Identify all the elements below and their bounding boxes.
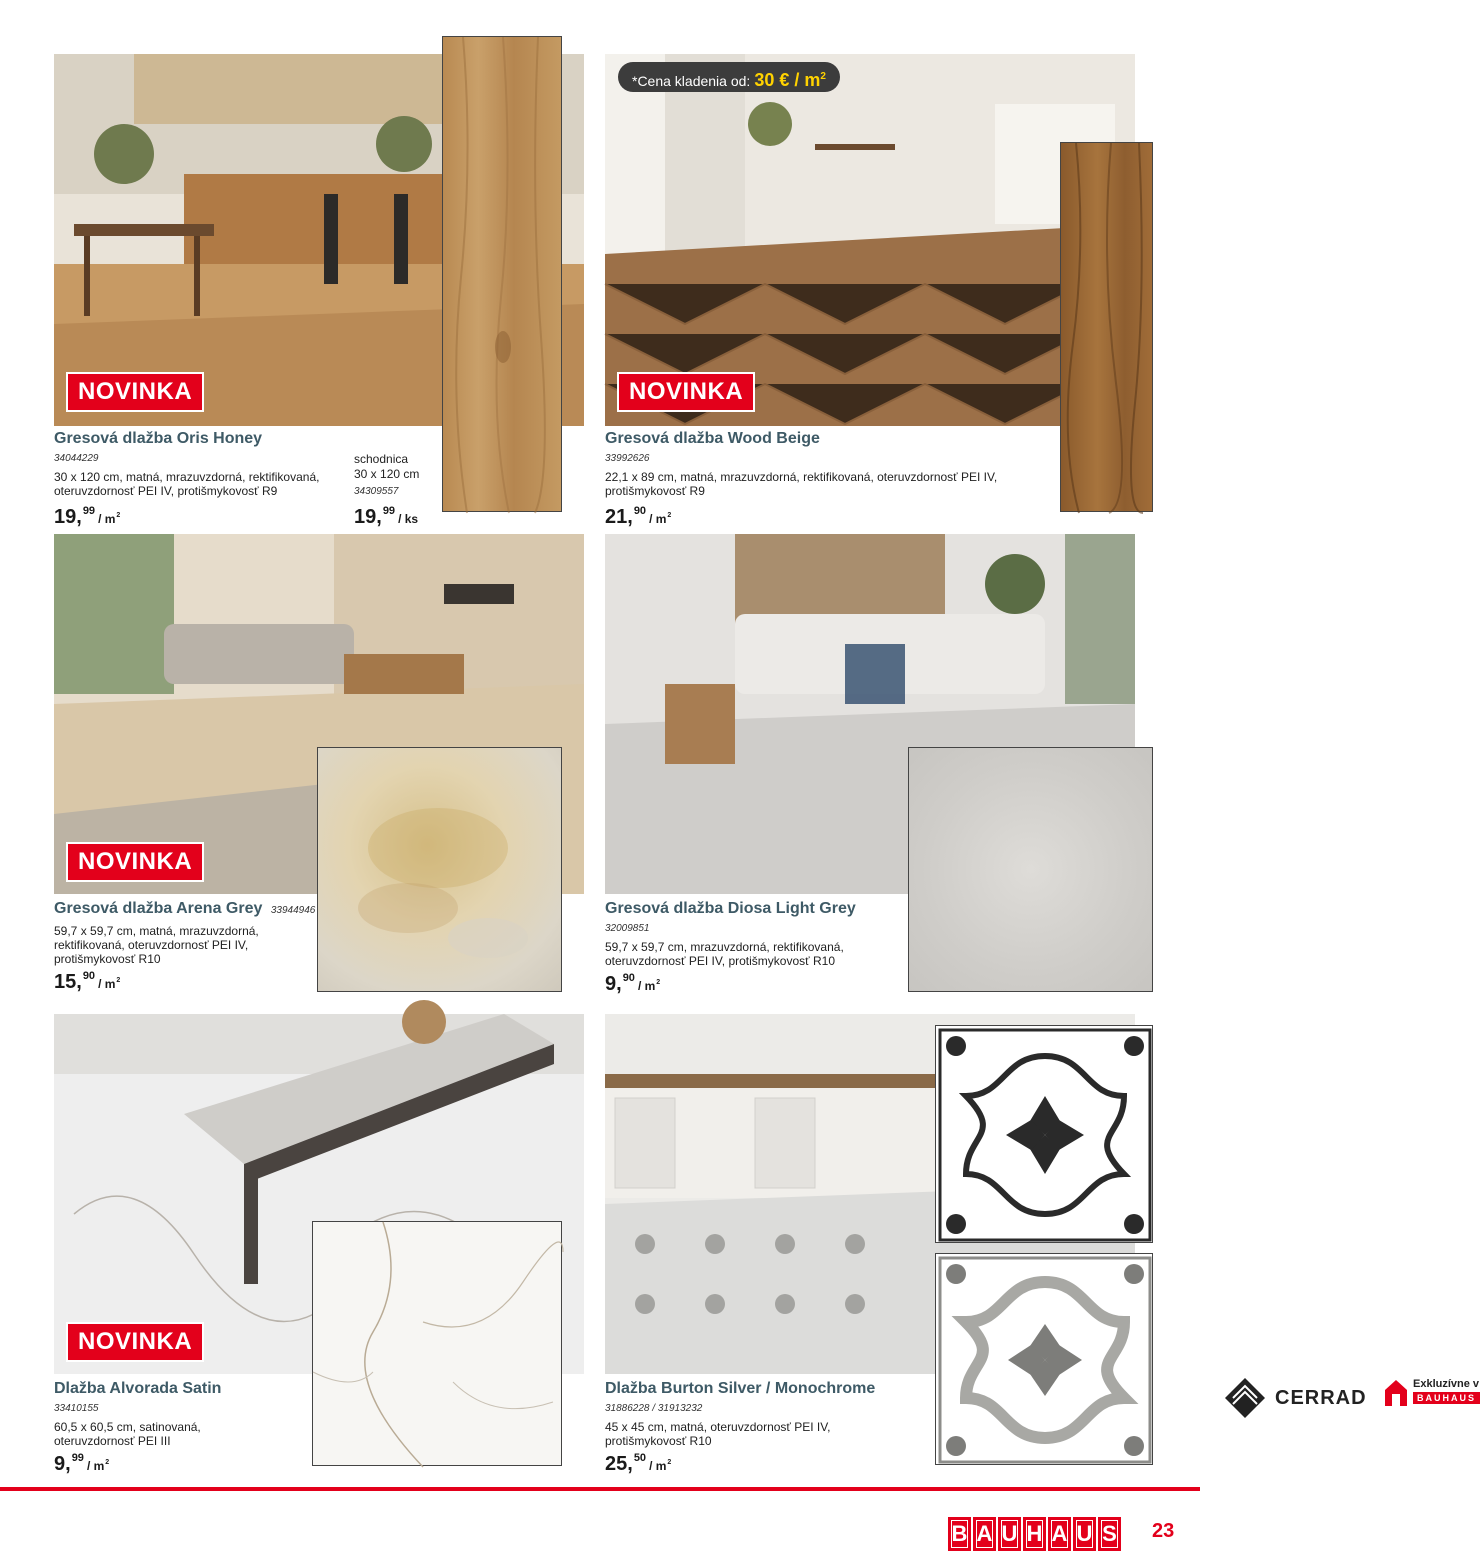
house-icon — [1383, 1378, 1409, 1408]
product-title: Dlažba Burton Silver / Monochrome — [605, 1380, 876, 1397]
monochrome-pattern — [936, 1026, 1154, 1244]
stair-code: 34309557 — [354, 486, 399, 497]
novinka-badge: NOVINKA — [66, 372, 204, 412]
product-price: 25,50/ $m^2$ — [605, 1452, 672, 1475]
product-price: 9,99/ $m^2$ — [54, 1452, 110, 1475]
bauhaus-logo: B A U H A U S — [948, 1517, 1121, 1551]
product-title: Dlažba Alvorada Satin — [54, 1380, 222, 1397]
cerrad-diamond-icon — [1223, 1376, 1267, 1420]
diosa-light-grey-tile-sample — [908, 747, 1153, 992]
silver-tile-sample — [935, 1253, 1153, 1465]
product-price: 21,90/ $m^2$ — [605, 505, 672, 528]
product-image-wood-beige — [605, 54, 1135, 426]
product-description: 59,7 x 59,7 cm, matná, mrazuvzdorná, rektifikovaná, oteruvzdornosť PEI IV, protišmykovosť R10 — [54, 924, 259, 966]
stair-label: schodnica — [354, 452, 409, 466]
marble-veins-texture — [313, 1222, 563, 1467]
product-title: Gresová dlažba Wood Beige — [605, 430, 820, 447]
oris-honey-tile-sample — [442, 36, 562, 512]
product-price: 15,90/ $m^2$ — [54, 970, 121, 993]
footer-divider — [0, 1487, 1200, 1491]
alvorada-satin-tile-sample — [312, 1221, 562, 1466]
herringbone-room-image — [605, 54, 1135, 426]
product-code: 34044229 — [54, 453, 99, 464]
stone-texture — [318, 748, 563, 993]
product-price: 9,90/ $m^2$ — [605, 972, 661, 995]
wood-beige-tile-sample — [1060, 142, 1153, 512]
product-description: 45 x 45 cm, matná, oteruvzdornosť PEI IV, protišmykovosť R10 — [605, 1420, 831, 1448]
cerrad-logo: CERRAD — [1223, 1376, 1367, 1420]
stair-size: 30 x 120 cm — [354, 467, 420, 481]
product-title: Gresová dlažba Oris Honey — [54, 430, 263, 447]
novinka-badge: NOVINKA — [66, 1322, 204, 1362]
wood-grain-texture — [443, 37, 563, 513]
stair-price: 19,99/ ks — [354, 505, 419, 528]
product-price: 19,99/ $m^2$ — [54, 505, 121, 528]
page-number: 23 — [1152, 1520, 1175, 1542]
product-description: 22,1 x 89 cm, matná, mrazuvzdorná, rektifikovaná, oteruvzdornosť PEI IV, protišmykovosť R9 — [605, 470, 998, 498]
novinka-badge: NOVINKA — [617, 372, 755, 412]
product-description: 60,5 x 60,5 cm, satinovaná, oteruvzdornosť PEI III — [54, 1420, 201, 1448]
wood-grain-texture — [1061, 143, 1154, 513]
product-code: 33410155 — [54, 1403, 99, 1414]
product-code: 33992626 — [605, 453, 650, 464]
product-code: 33944946 — [270, 905, 316, 916]
monochrome-tile-sample — [935, 1025, 1153, 1243]
product-description: 59,7 x 59,7 cm, mrazuvzdorná, rektifikovaná, oteruvzdornosť PEI IV, protišmykovosť R10 — [605, 940, 844, 968]
product-description: 30 x 120 cm, matná, mrazuvzdorná, rektifikovaná, oteruvzdornosť PEI IV, protišmykovosť R9 — [54, 470, 320, 498]
silver-pattern — [936, 1254, 1154, 1466]
product-title: Gresová dlažba Arena Grey 33944946 — [54, 900, 316, 917]
product-title: Gresová dlažba Diosa Light Grey — [605, 900, 856, 917]
product-code: 31886228 / 31913232 — [605, 1403, 703, 1414]
novinka-badge: NOVINKA — [66, 842, 204, 882]
exclusive-bauhaus-badge: Exkluzívne v BAUHAUS — [1383, 1378, 1480, 1404]
product-code: 32009851 — [605, 923, 650, 934]
laying-price-badge: *Cena kladenia od: 30 € / $m^2$ — [618, 62, 840, 92]
arena-grey-tile-sample — [317, 747, 562, 992]
